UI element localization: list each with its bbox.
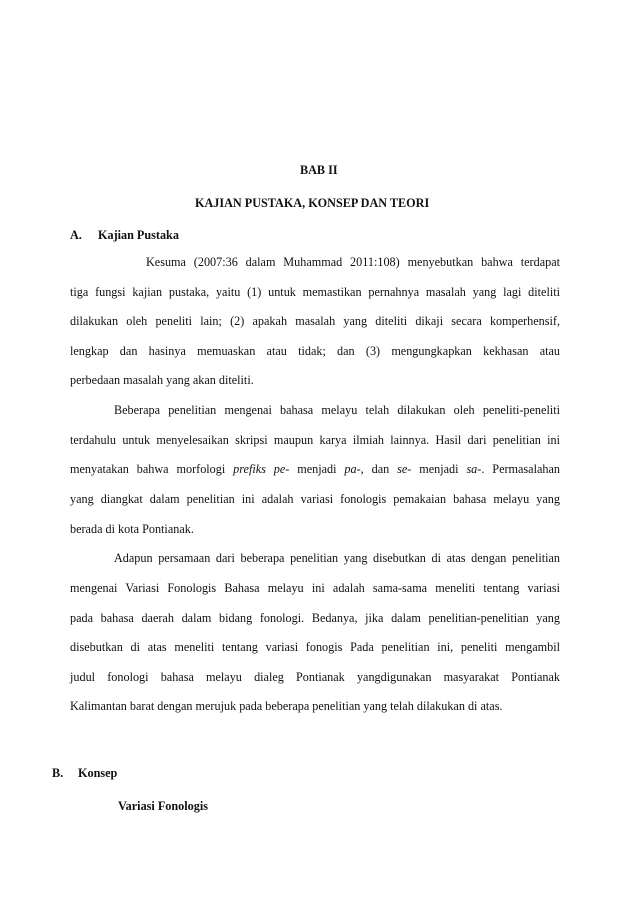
paragraph-line: lengkap dan hasinya memuaskan atau tidak; dan (3) mengungkapkan kekhasan atau	[70, 344, 560, 358]
text-run: . Permasalahan	[481, 462, 560, 476]
paragraph-line: mengenai Variasi Fonologis Bahasa melayu ini adalah sama-sama meneliti tentang variasi	[70, 581, 560, 595]
paragraph-line: yang diangkat dalam penelitian ini adalah variasi fonologis pemakaian bahasa melayu yang	[70, 492, 560, 506]
italic-term: prefiks pe-	[233, 462, 290, 476]
section-a-number: A.	[70, 228, 82, 242]
paragraph-line: disebutkan di atas meneliti tentang variasi fonogis Pada penelitian ini, peneliti mengambil	[70, 640, 560, 654]
subsection-title: Variasi Fonologis	[118, 799, 208, 813]
paragraph-line: tiga fungsi kajian pustaka, yaitu (1) untuk memastikan pernahnya masalah yang lagi diteliti	[70, 285, 560, 299]
section-b-title: Konsep	[78, 766, 118, 780]
chapter-title: KAJIAN PUSTAKA, KONSEP DAN TEORI	[195, 196, 430, 210]
paragraph-line: Beberapa penelitian mengenai bahasa melayu telah dilakukan oleh peneliti-peneliti	[114, 403, 560, 417]
chapter-number: BAB II	[300, 163, 338, 177]
paragraph-line: Kesuma (2007:36 dalam Muhammad 2011:108) menyebutkan bahwa terdapat	[146, 255, 560, 269]
paragraph-line: Kalimantan barat dengan merujuk pada beberapa penelitian yang telah dilakukan di atas.	[70, 699, 503, 713]
italic-term: sa-	[466, 462, 482, 476]
paragraph-line: judul fonologi bahasa melayu dialeg Pontianak yangdigunakan masyarakat Pontianak	[70, 670, 560, 684]
section-a-title: Kajian Pustaka	[98, 228, 179, 242]
paragraph-line: perbedaan masalah yang akan diteliti.	[70, 373, 254, 387]
paragraph-line: pada bahasa daerah dalam bidang fonologi. Bedanya, jika dalam penelitian-penelitian yang	[70, 611, 560, 625]
paragraph-line: dilakukan oleh peneliti lain; (2) apakah masalah yang diteliti dikaji secara komperhensif,	[70, 314, 560, 328]
paragraph-line: Adapun persamaan dari beberapa penelitian yang disebutkan di atas dengan penelitian	[114, 551, 560, 565]
section-b-number: B.	[52, 766, 64, 780]
text-run: menyatakan bahwa morfologi	[70, 462, 234, 476]
paragraph-line: terdahulu untuk menyelesaikan skripsi maupun karya ilmiah lainnya. Hasil dari penelitian ini	[70, 433, 560, 447]
italic-term: pa-	[344, 462, 361, 476]
paragraph-line-with-italics	[70, 459, 560, 479]
paragraph-line: berada di kota Pontianak.	[70, 522, 194, 536]
text-run: , dan	[360, 462, 398, 476]
italic-term: se-	[397, 462, 412, 476]
text-run: menjadi	[289, 462, 345, 476]
text-run: menjadi	[411, 462, 467, 476]
